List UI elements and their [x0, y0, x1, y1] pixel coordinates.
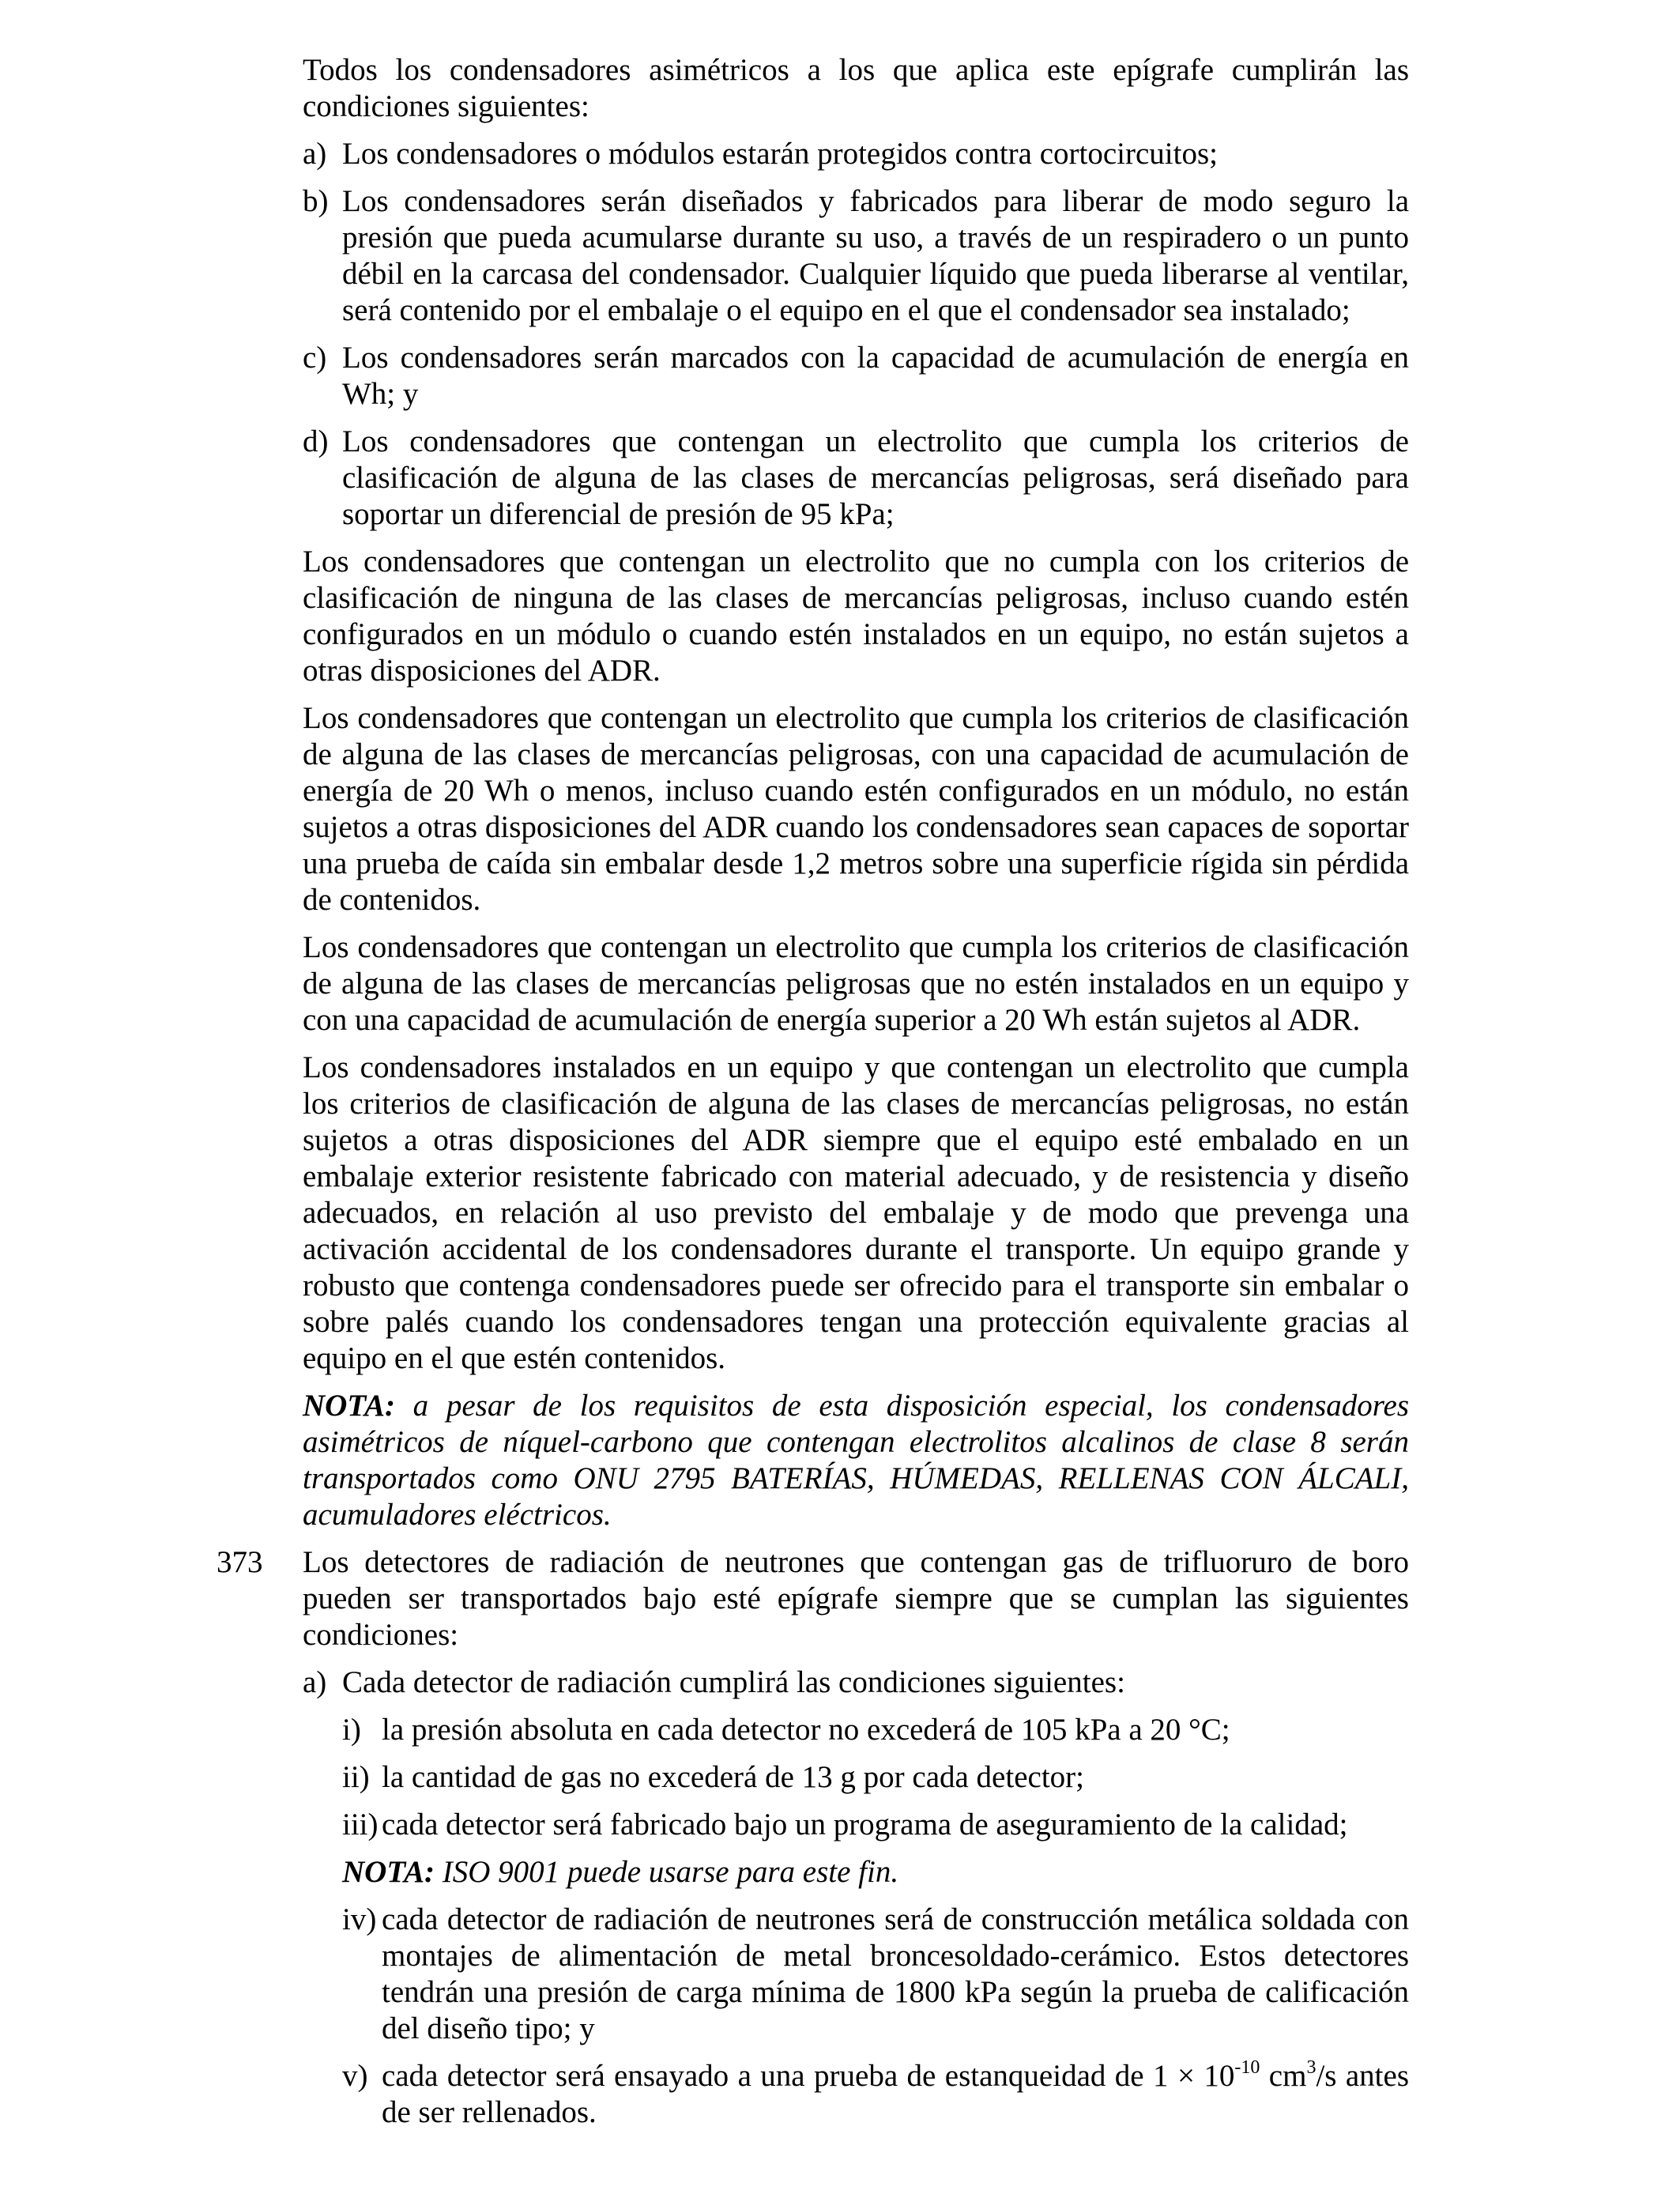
paragraph-20wh-or-less: Los condensadores que contengan un electrolito que cumpla los criterios de clasificación de alguna de las clases de mercancías peligrosas, con una capacidad de acumulación de energía de 20 Wh o menos, incluso cuando estén configurados en un módulo, no están sujetos a otras disposiciones del ADR cuando los condensadores sean capaces de soportar una prueba de caída sin embalar desde 1,2 metros sobre una superficie rígida sin pérdida de contenidos.	[303, 701, 1409, 917]
note-text: a pesar de los requisitos de esta disposición especial, los condensadores asimétricos de níquel-carbono que contengan electrolitos alcalinos de clase 8 serán transportados como ONU 2795 BATERÍAS, HÚMEDAS, RELLENAS CON ÁLCALI, acumuladores eléctricos.	[303, 1389, 1410, 1532]
subitem-text: la presión absoluta en cada detector no excederá de 105 kPa a 20 °C;	[382, 1713, 1230, 1747]
note-nickel-carbon	[303, 1388, 1409, 1533]
provision-text: Los detectores de radiación de neutrones que contengan gas de trifluoruro de boro pueden ser transportados bajo esté epígrafe siempre que se cumplan las siguientes condiciones:	[303, 1545, 1409, 1652]
item-label: b)	[303, 184, 329, 218]
item-label: a)	[303, 137, 327, 171]
note-label: NOTA:	[342, 1855, 435, 1889]
subitem-iv	[303, 1902, 1409, 2047]
subitem-label: ii)	[342, 1760, 370, 1794]
subitem-text: la cantidad de gas no excederá de 13 g por cada detector;	[382, 1760, 1084, 1794]
text-column	[217, 52, 1410, 2142]
item-text: Cada detector de radiación cumplirá las condiciones siguientes:	[342, 1665, 1125, 1699]
intro-paragraph: Todos los condensadores asimétricos a los que aplica este epígrafe cumplirán las condiciones siguientes:	[303, 53, 1409, 123]
condition-item-d	[303, 424, 1409, 533]
paragraph-above-20wh: Los condensadores que contengan un electrolito que cumpla los criterios de clasificación de alguna de las clases de mercancías peligrosas que no estén instalados en un equipo y con una capacidad de acumulación de energía superior a 20 Wh están sujetos al ADR.	[303, 930, 1409, 1037]
unit-base: cm	[1260, 2059, 1307, 2093]
provision-number: 373	[217, 1545, 263, 1579]
subitem-ii	[303, 1759, 1409, 1796]
item-text: Los condensadores o módulos estarán protegidos contra cortocircuitos;	[342, 137, 1218, 171]
note-text: ISO 9001 puede usarse para este fin.	[442, 1855, 899, 1889]
subitem-text	[382, 2059, 1409, 2129]
item-text: Los condensadores que contengan un electrolito que cumpla los criterios de clasificación de alguna de las clases de mercancías peligrosas, será diseñado para soportar un diferencial de presión de 95 kPa;	[342, 424, 1409, 531]
exponent: -10	[1234, 2057, 1260, 2078]
item-text: Los condensadores serán diseñados y fabricados para liberar de modo seguro la presión que pueda acumularse durante su uso, a través de un respiradero o un punto débil en la carcasa del condensador. Cualquier líquido que pueda liberarse al ventilar, será contenido por el embalaje o el equipo en el que el condensador sea instalado;	[342, 184, 1409, 327]
subitem-iii	[303, 1807, 1409, 1843]
paragraph-non-dangerous-electrolyte: Los condensadores que contengan un electrolito que no cumpla con los criterios de clasificación de ninguna de las clases de mercancías peligrosas, incluso cuando estén configurados en un módulo o cuando estén instalados en un equipo, no están sujetos a otras disposiciones del ADR.	[303, 545, 1409, 688]
unit-exponent: 3	[1306, 2057, 1317, 2078]
text-before: cada detector será ensayado a una prueba de estanqueidad de 1 × 10	[382, 2059, 1235, 2093]
condition-item-c	[303, 340, 1409, 413]
item-text: Los condensadores serán marcados con la capacidad de acumulación de energía en Wh; y	[342, 341, 1409, 411]
note-iso-9001	[342, 1854, 1409, 1891]
item-label: c)	[303, 341, 327, 375]
subitem-label: v)	[342, 2059, 368, 2093]
item-label: a)	[303, 1665, 327, 1699]
subitem-text: cada detector será fabricado bajo un programa de aseguramiento de la calidad;	[382, 1808, 1348, 1842]
note-label: NOTA:	[303, 1389, 395, 1423]
special-provision-373	[217, 1544, 1409, 1653]
item-label: d)	[303, 424, 329, 458]
paragraph-installed-in-equipment: Los condensadores instalados en un equipo y que contengan un electrolito que cumpla los criterios de clasificación de alguna de las clases de mercancías peligrosas, no están sujetos a otras disposiciones del ADR siempre que el equipo esté embalado en un embalaje exterior resistente fabricado con material adecuado, y de resistencia y diseño adecuados, en relación al uso previsto del embalaje y de modo que prevenga una activación accidental de los condensadores durante el transporte. Un equipo grande y robusto que contenga condensadores puede ser ofrecido para el transporte sin embalar o sobre palés cuando los condensadores tengan una protección equivalente gracias al equipo en el que estén contenidos.	[303, 1050, 1409, 1375]
condition-item-a	[303, 136, 1409, 172]
text-after: /s antes de ser rellenados.	[382, 2059, 1410, 2129]
subitem-label: iii)	[342, 1808, 379, 1842]
subitem-label: i)	[342, 1713, 361, 1747]
subitem-label: iv)	[342, 1902, 377, 1936]
subitem-v	[303, 2058, 1409, 2131]
subitem-i	[303, 1712, 1409, 1748]
provision-373-item-a	[303, 1664, 1409, 1701]
subitem-text: cada detector de radiación de neutrones será de construcción metálica soldada con montajes de alimentación de metal broncesoldado-cerámico. Estos detectores tendrán una presión de carga mínima de 1800 kPa según la prueba de calificación del diseño tipo; y	[382, 1902, 1409, 2045]
condition-item-b	[303, 183, 1409, 329]
